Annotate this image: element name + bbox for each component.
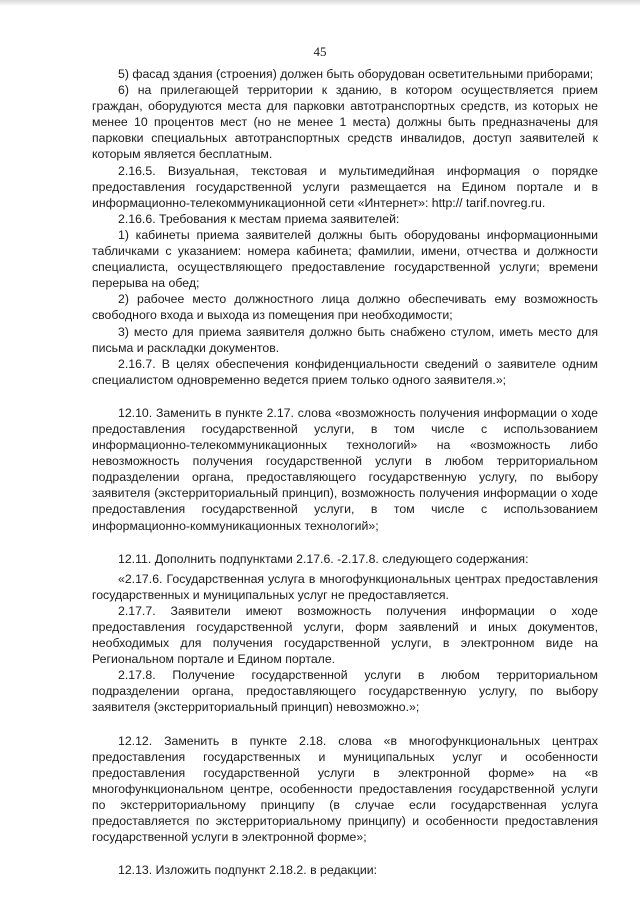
paragraph: 2.16.6. Требования к местам приема заявителей: (118, 211, 400, 226)
paragraph: 5) фасад здания (строения) должен быть оборудован осветительными приборами; (118, 67, 594, 81)
paragraph: 12.10. Заменить в пункте 2.17. слова «возможность получения информации о ходе предоставления государственной услуги, в том числе с использованием информационно-телекоммуникационных технологий» на «возможность либо невозможность получения государственной услуги в любом территориальном подразделении органа, предоставляющего государственную услугу, по выбору заявителя (экстерриториальный принцип), возможность получения информации о ходе предоставления государственной услуги, в том числе с использованием информационно-коммуникационных технологий»; (92, 405, 598, 533)
paragraph: 2) рабочее место должностного лица должно обеспечивать ему возможность свободного входа и выхода из помещения при необходимости; (92, 292, 598, 323)
paragraph: 12.13. Изложить подпункт 2.18.2. в редакции: (118, 863, 378, 878)
paragraph: 12.11. Дополнить подпунктами 2.17.6. -2.17.8. следующего содержания: (118, 551, 529, 566)
paragraph: 3) место для приема заявителя должно быть снабжено стулом, иметь место для письма и раскладки документов. (92, 324, 598, 355)
paragraph: 1) кабинеты приема заявителей должны быть оборудованы информационными табличками с указанием: номера кабинета; фамилии, имени, отчества и должности специалиста, осуществляющего предоставление государственной услуги; времени перерыва на обед; (92, 227, 598, 291)
paragraph: «2.17.6. Государственная услуга в многофункциональных центрах предоставления государственных и муниципальных услуг не предоставляется. (92, 571, 598, 602)
paragraph: 12.12. Заменить в пункте 2.18. слова «в многофункциональных центрах предоставления государственных и муниципальных услуг и особенности предоставления государственной услуги в электронной форме» на «в многофункциональном центре, особенности предоставления государственной услуги по экстерриториальному принципу (в случае если государственная услуга предоставляется по экстерриториальному принципу) и особенности предоставления государственной услуги в электронной форме»; (92, 733, 598, 845)
document-body (92, 66, 598, 878)
paragraph: 2.16.7. В целях обеспечения конфиденциальности сведений о заявителе одним специалистом одновременно ведется прием только одного заявителя.»; (92, 356, 598, 387)
paragraph: 2.16.5. Визуальная, текстовая и мультимедийная информация о порядке предоставления государственной услуги размещается на Едином портале и в информационно-телекоммуникационной сети «Интернет»: http:// tarif.novreg.ru. (92, 163, 598, 210)
paragraph: 6) на прилегающей территории к зданию, в котором осуществляется прием граждан, оборудуются места для парковки автотранспортных средств, из которых не менее 10 процентов мест (но не менее 1 места) должны быть предназначены для парковки специальных автотранспортных средств инвалидов, доступ заявителей к которым является бесплатным. (92, 83, 598, 162)
scan-edge (0, 0, 640, 6)
paragraph: 2.17.7. Заявители имеют возможность получения информации о ходе предоставления государственной услуги, форм заявлений и иных документов, необходимых для получения государственной услуги, в электронном виде на Региональном портале и Едином портале. (92, 603, 598, 667)
paragraph: 2.17.8. Получение государственной услуги в любом территориальном подразделении органа, предоставляющего государственную услугу, по выбору заявителя (экстерриториальный принцип) невозможно.»; (92, 668, 598, 715)
page-number: 45 (313, 44, 327, 59)
